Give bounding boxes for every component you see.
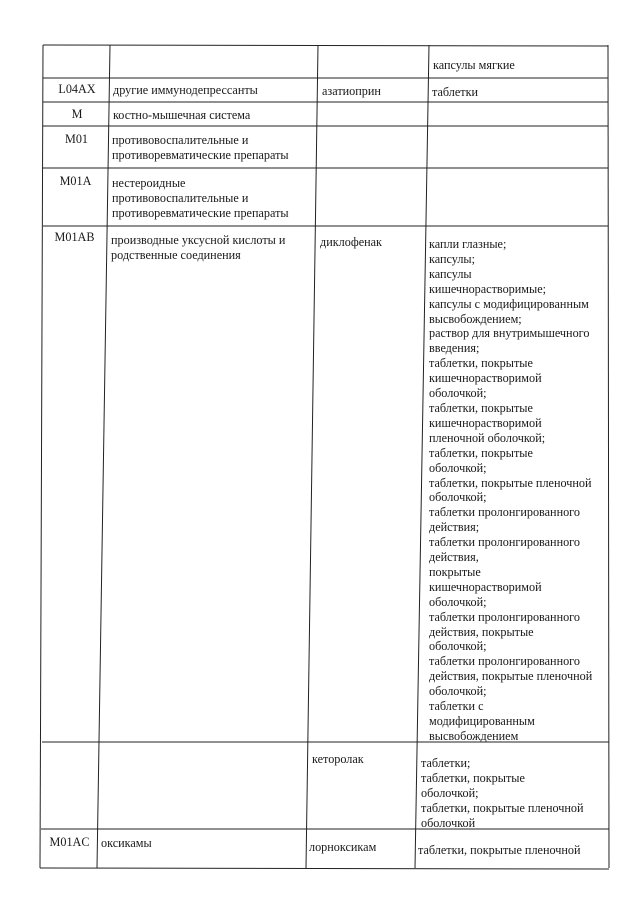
atc-code-cell: M01A — [59, 174, 92, 188]
row-rule — [40, 868, 609, 869]
row-rule — [43, 45, 608, 46]
dosage-forms-cell: таблетки; таблетки, покрытые оболочкой; таблетки, покрытые пленочной оболочкой — [421, 756, 584, 830]
group-cell: производные уксусной кислоты и родственные соединения — [111, 233, 286, 262]
group-cell: оксикамы — [101, 836, 152, 850]
substance-cell: кеторолак — [312, 752, 364, 766]
atc-code-cell: M — [71, 107, 83, 121]
dosage-forms-cell: таблетки, покрытые пленочной — [418, 843, 581, 857]
substance-cell: лорноксикам — [309, 840, 377, 854]
dosage-forms-cell: капли глазные; капсулы; капсулы кишечнорастворимые; капсулы с модифицированным высвобождением; раствор для внутримышечного введения; таблетки, покрытые кишечнорастворимой оболочкой; таблетки, покрытые кишечнорастворимой пленочной оболочкой; таблетки, покрытые оболочкой; таблетки, покрытые пленочной оболочкой; таблетки пролонгированного действия; таблетки пролонгированного действия, покрытые кишечнорастворимой оболочкой; таблетки пролонгированного действия, покрытые оболочкой; таблетки пролонгированного действия, покрытые пленочной оболочкой; таблетки с модифицированным высвобождением — [429, 237, 593, 743]
atc-code-cell: L04AX — [58, 82, 96, 96]
column-rule — [40, 45, 43, 868]
substance-cell: азатиоприн — [322, 84, 381, 98]
group-cell: противовоспалительные и противоревматические препараты — [112, 133, 289, 162]
dosage-forms-cell: капсулы мягкие — [433, 58, 515, 72]
group-cell: костно-мышечная система — [113, 108, 251, 122]
group-cell: нестероидные противовоспалительные и противоревматические препараты — [112, 176, 289, 220]
group-cell: другие иммунодепрессанты — [113, 83, 258, 97]
atc-code-cell: M01 — [64, 132, 89, 146]
atc-code-cell: M01AC — [49, 835, 90, 849]
dosage-forms-cell: таблетки — [432, 85, 479, 99]
column-rule — [608, 45, 609, 868]
substance-cell: диклофенак — [320, 235, 382, 249]
atc-code-cell: M01AB — [54, 230, 95, 244]
